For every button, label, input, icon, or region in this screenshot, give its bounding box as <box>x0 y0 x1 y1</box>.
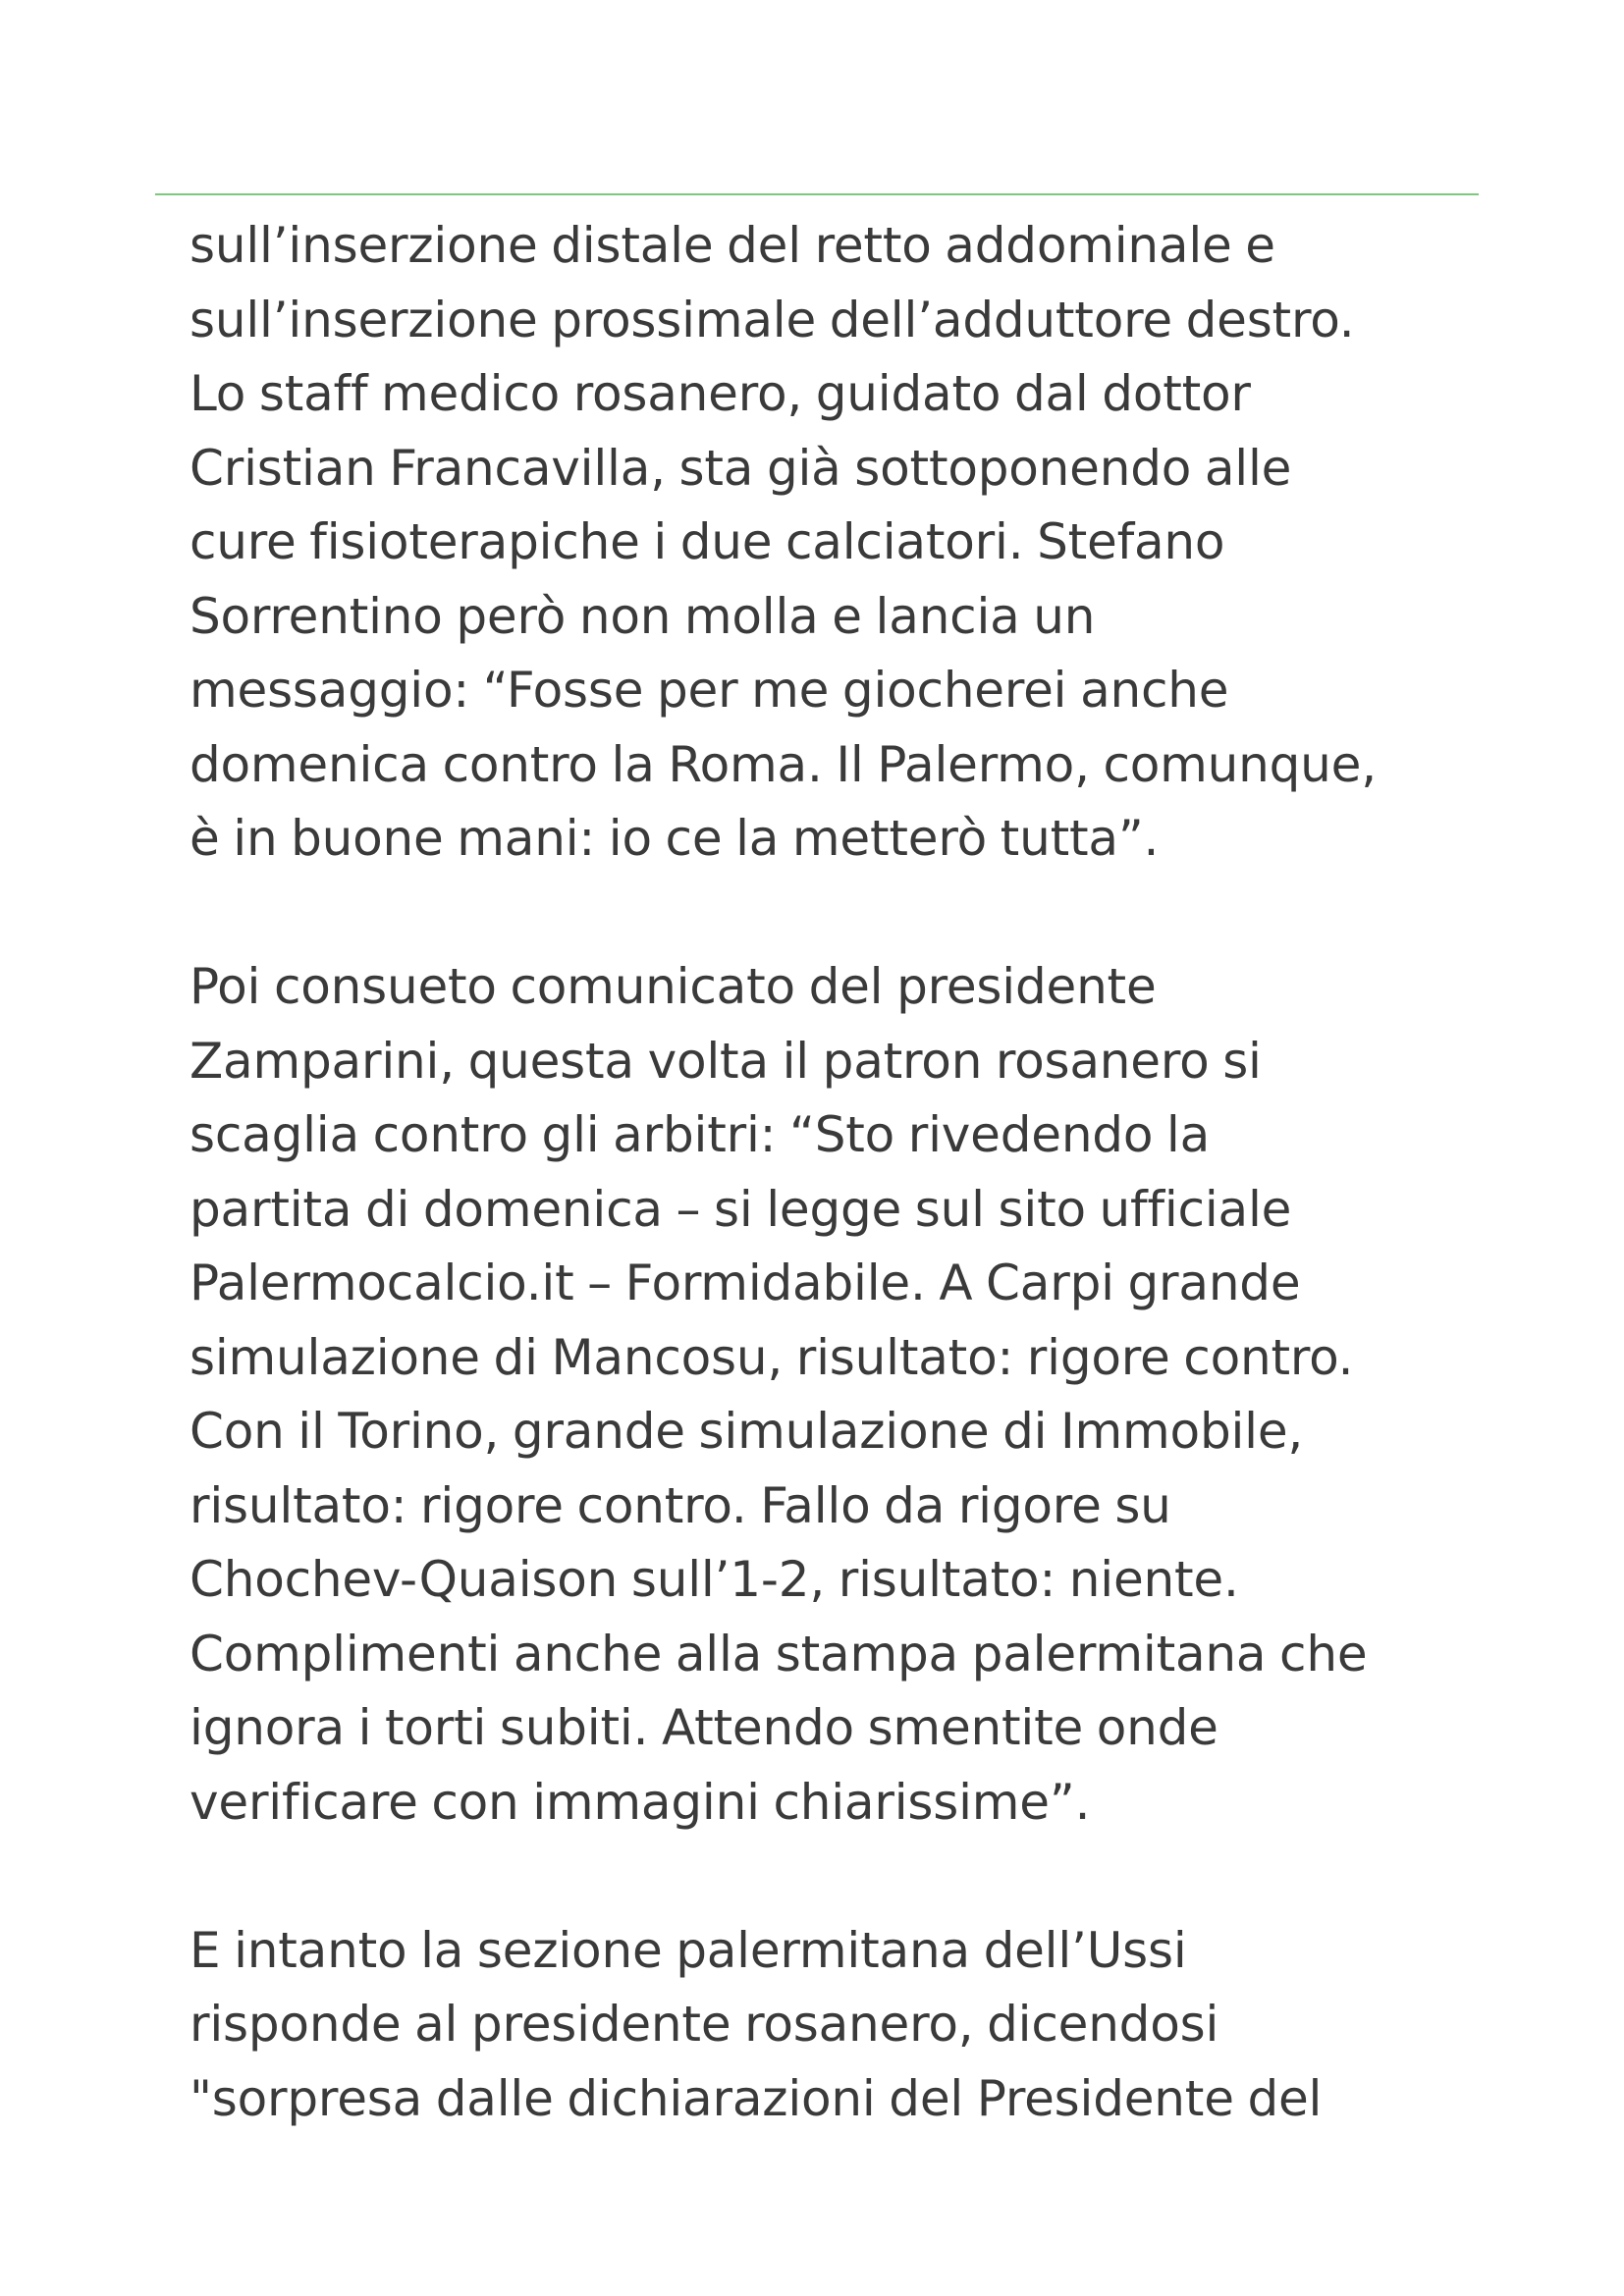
article-body <box>189 209 1466 2136</box>
paragraph-1 <box>189 209 1466 877</box>
text-line: cure fisioterapiche i due calciatori. Stefano <box>189 513 1225 570</box>
text-line: Chochev-Quaison sull’1-2, risultato: niente. <box>189 1551 1239 1608</box>
text-line: risultato: rigore contro. Fallo da rigore su <box>189 1476 1171 1534</box>
text-line: Palermocalcio.it – Formidabile. A Carpi grande <box>189 1255 1301 1311</box>
paragraph-3 <box>189 1914 1466 2137</box>
text-line: è in buone mani: io ce la metterò tutta”. <box>189 810 1160 867</box>
text-line: risponde al presidente rosanero, dicendosi <box>189 1996 1219 2053</box>
text-line: "sorpresa dalle dichiarazioni del Presidente del <box>189 2069 1323 2127</box>
top-divider <box>155 193 1479 195</box>
text-line: Lo staff medico rosanero, guidato dal dottor <box>189 365 1251 422</box>
text-line: Sorrentino però non molla e lancia un <box>189 587 1096 645</box>
text-line: scaglia contro gli arbitri: “Sto rivedendo la <box>189 1106 1211 1163</box>
paragraph-spacer <box>189 877 1466 951</box>
text-line: Cristian Francavilla, sta già sottoponendo alle <box>189 439 1292 497</box>
paragraph-2 <box>189 950 1466 1840</box>
text-line: Poi consueto comunicato del presidente <box>189 958 1157 1015</box>
text-line: messaggio: “Fosse per me giocherei anche <box>189 662 1229 719</box>
text-line: Con il Torino, grande simulazione di Immobile, <box>189 1403 1304 1460</box>
text-line: domenica contro la Roma. Il Palermo, comunque, <box>189 735 1377 793</box>
text-line: verificare con immagini chiarissime”. <box>189 1773 1091 1831</box>
text-line: simulazione di Mancosu, risultato: rigore contro. <box>189 1328 1354 1386</box>
text-line: Complimenti anche alla stampa palermitana che <box>189 1625 1368 1682</box>
text-line: Zamparini, questa volta il patron rosanero si <box>189 1032 1262 1090</box>
text-line: partita di domenica – si legge sul sito ufficiale <box>189 1180 1292 1238</box>
text-line: sull’inserzione distale del retto addominale e <box>189 217 1275 274</box>
text-line: ignora i torti subiti. Attendo smentite onde <box>189 1699 1218 1756</box>
text-line: E intanto la sezione palermitana dell’Ussi <box>189 1921 1187 1979</box>
text-line: sull’inserzione prossimale dell’adduttore destro. <box>189 291 1355 348</box>
paragraph-spacer <box>189 1840 1466 1914</box>
